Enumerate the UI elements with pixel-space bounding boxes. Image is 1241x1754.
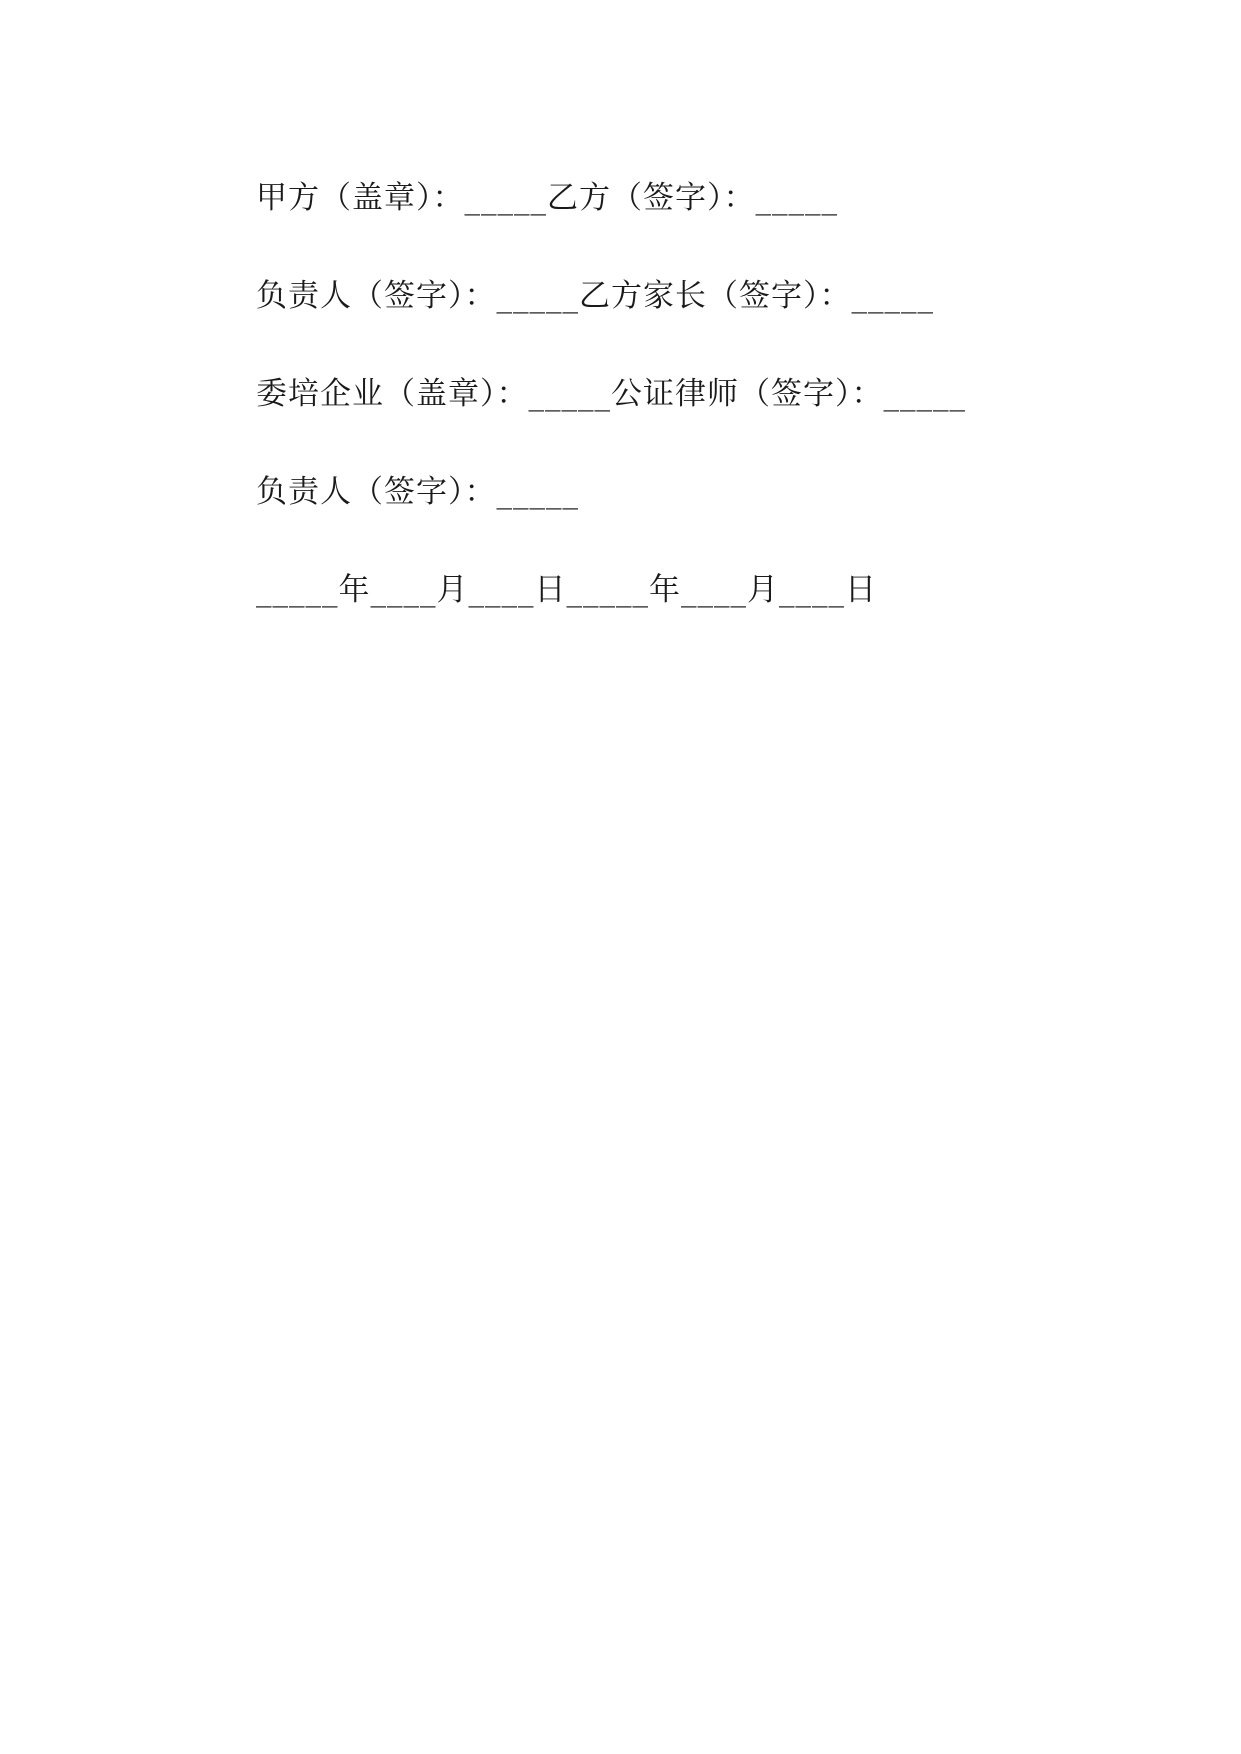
date-line: _____年____月____日_____年____月____日 (256, 572, 877, 608)
enterprise-lawyer-signature-line: 委培企业（盖章）：_____公证律师（签字）：_____ (256, 376, 966, 412)
responsible-parent-signature-line: 负责人（签字）：_____乙方家长（签字）：_____ (256, 278, 934, 314)
signature-block (256, 178, 1156, 668)
responsible-person-signature-line: 负责人（签字）：_____ (256, 474, 579, 510)
party-signature-line: 甲方（盖章）：_____乙方（签字）：_____ (256, 180, 838, 216)
